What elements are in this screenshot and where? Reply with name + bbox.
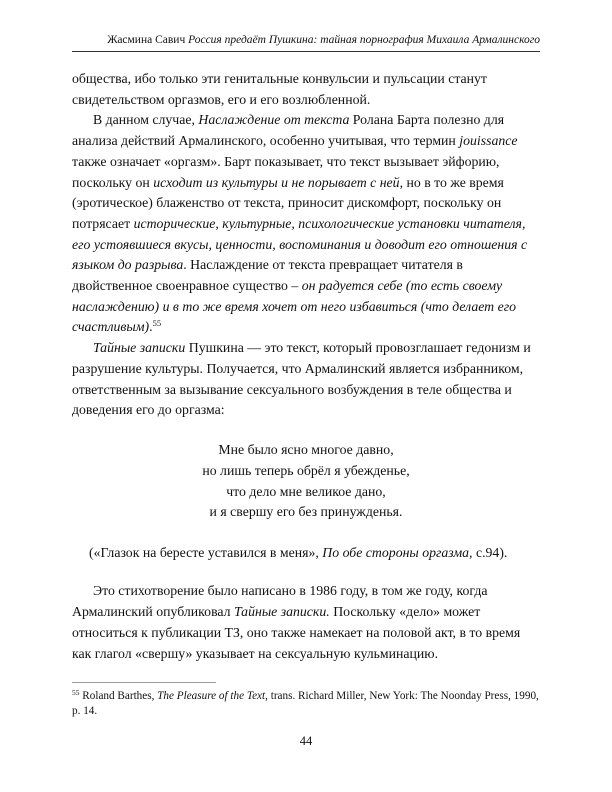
text-run: («Глазок на бересте уставился в меня», xyxy=(89,545,323,560)
poem-line: что дело мне великое дано, xyxy=(226,483,386,499)
term-jouissance: jouissance xyxy=(459,133,518,149)
poem-line: Мне было ясно многое давно, xyxy=(218,442,394,457)
footnote-book-title: The Pleasure of the Text xyxy=(157,690,266,702)
poem-excerpt xyxy=(72,440,540,523)
book-title-secret-notes: Тайные записки xyxy=(93,340,186,356)
paragraph-barthes xyxy=(72,110,540,338)
paragraph-secret-notes xyxy=(72,338,540,421)
text-run: , trans. Richard Miller, New York: The Noonday Press, 1990, p. 14. xyxy=(72,690,539,717)
footnote-number: 55 xyxy=(72,688,80,697)
text-run: , но в то же время (эротическое) блаженство от текста, приносит дискомфорт, поскольку он потрясает xyxy=(72,174,504,231)
book-title-secret-notes: Тайные записки. xyxy=(234,603,330,619)
page-number: 44 xyxy=(299,734,313,748)
paragraph-continuation: общества, ибо только эти генитальные конвульсии и пульсации станут свидетельством оргазмов, его и его возлюбленной. xyxy=(72,71,487,107)
text-run: с.94). xyxy=(472,545,508,560)
poem-line: и я свершу его без принужденья. xyxy=(209,504,403,520)
text-run: В данном случае, xyxy=(93,112,199,128)
text-run: Поскольку «дело» может относиться к публикации ТЗ, оно также намекает на половой акт, в то время как глагол «свершу» указывает на сексуальную кульминацию. xyxy=(72,603,521,661)
paragraph-poem-analysis xyxy=(72,581,540,665)
footnote-reference[interactable]: 55 xyxy=(152,318,162,329)
text-run: Это стихотворение было написано в 1986 году, в том же году, когда Армалинский опубликовал xyxy=(72,583,488,619)
quote-culture: исходит из культуры и не порывает с ней xyxy=(153,174,400,190)
text-run: также означает «оргазм». Барт показывает, что текст вызывает эйфорию, поскольку он xyxy=(72,153,500,190)
text-run: . Наслаждение от текста превращает читателя в двойственное своенравное существо – xyxy=(72,257,463,294)
text-run: . xyxy=(149,319,153,335)
quote-reader: он радуется себе (то есть своему наслаждению) и в то же время хочет от него избавиться (что делает его счастливым) xyxy=(72,278,516,335)
poem-line: но лишь теперь обрёл я убежденье, xyxy=(202,462,410,478)
running-header xyxy=(72,33,540,47)
footnote-divider xyxy=(72,682,216,683)
text-run: Roland Barthes, xyxy=(79,690,158,702)
body-text xyxy=(72,69,540,421)
text-run: Пушкина — это текст, который провозглашает гедонизм и разрушение культуры. Получается, что Армалинский является избранником, ответственным за вызывание сексуального возбуждения в теле общества и доведения его до оргазма: xyxy=(72,340,531,418)
header-author: Жасмина Савич xyxy=(107,34,186,46)
header-title: Россия предаёт Пушкина: тайная порнография Михаила Армалинского xyxy=(188,34,540,46)
book-title-orgasm: По обе стороны оргазма, xyxy=(322,545,473,560)
poem-citation xyxy=(89,543,549,564)
text-run: Ролана Барта полезно для анализа действий Армалинского, особенно учитывая, что термин xyxy=(72,112,505,149)
footnote xyxy=(72,689,540,718)
header-divider xyxy=(72,51,540,52)
book-title-pleasure: Наслаждение от текста xyxy=(198,112,350,128)
quote-disruption: исторические, культурные, психологические установки читателя, его устоявшиеся вкусы, ценности, воспоминания и доводит его отношения с языком до разрыва xyxy=(72,215,528,273)
